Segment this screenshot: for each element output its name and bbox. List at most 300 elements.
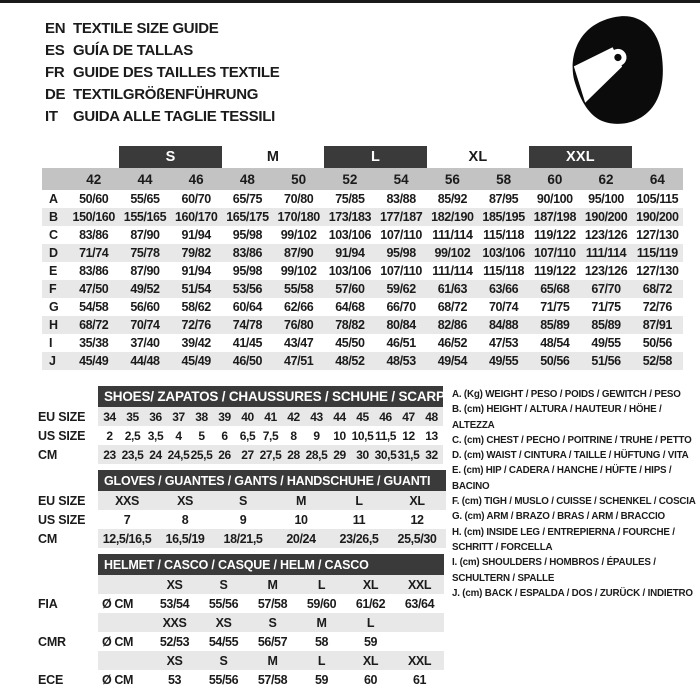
size-value-cell: 119/122 <box>533 264 576 278</box>
size-value-cell: 63/66 <box>488 282 519 296</box>
size-value-cell: 83/86 <box>79 264 109 278</box>
size-value-cell: 49/55 <box>591 336 621 350</box>
language-title: GUÍA DE TALLAS <box>73 42 193 59</box>
helmet-value-cell: 57/58 <box>257 596 288 611</box>
measure-row-i <box>42 334 683 352</box>
diameter-label: Ø CM <box>102 596 134 611</box>
helmet-size-label: L <box>297 575 346 594</box>
size-column-62: 62 <box>598 171 614 187</box>
gloves-value-cell: M <box>272 491 330 510</box>
shoes-value-cell: 10 <box>333 428 346 443</box>
size-value-cell: 87/90 <box>284 246 314 260</box>
size-value-cell: 85/92 <box>437 192 467 206</box>
shoes-value-cell: 24,5 <box>167 445 190 464</box>
gloves-row-us-size <box>30 510 446 529</box>
gloves-value-cell: 18/21,5 <box>214 529 272 548</box>
legend-item-a: A. (Kg) WEIGHT / PESO / POIDS / GEWITCH / PESO <box>452 389 681 400</box>
measure-row-g <box>42 298 683 316</box>
language-code: EN <box>45 20 66 37</box>
shoes-value-cell: 28,5 <box>305 445 328 464</box>
band-spacer <box>42 146 119 168</box>
size-value-cell: 127/130 <box>636 264 679 278</box>
helmet-value-cell: 58 <box>314 634 329 649</box>
gloves-value-cell: 12,5/16,5 <box>98 529 156 548</box>
helmet-section-header: HELMET / CASCO / CASQUE / HELM / CASCO <box>98 554 444 575</box>
helmet-icon <box>568 14 664 126</box>
band-spacer <box>632 146 683 168</box>
size-value-cell: 107/110 <box>380 264 422 278</box>
helmet-values-row-ece <box>30 670 444 689</box>
size-value-cell: 50/60 <box>79 192 109 206</box>
helmet-value-cell: 54/55 <box>208 634 239 649</box>
shoes-row-us-size <box>30 426 443 445</box>
size-value-cell: 107/110 <box>380 228 422 242</box>
size-column-42: 42 <box>86 171 102 187</box>
legend-item-h: H. (cm) INSIDE LEG / ENTREPIERNA / FOURCHE / SCHRITT / FORCELLA <box>452 526 675 553</box>
row-label: EU SIZE <box>38 493 86 508</box>
size-column-54: 54 <box>393 171 409 187</box>
size-value-cell: 170/180 <box>277 210 320 224</box>
helmet-value-cell <box>395 632 444 651</box>
shoes-value-cell: 10,5 <box>351 428 374 443</box>
helmet-size-label: XXL <box>395 575 444 594</box>
gloves-value-cell: 8 <box>181 512 189 527</box>
standard-label-ece: ECE <box>38 672 64 687</box>
helmet-value-cell: 59 <box>314 672 329 687</box>
measure-row-e <box>42 262 683 280</box>
helmet-value-cell: 55/56 <box>208 672 239 687</box>
helmet-value-cell: 56/57 <box>257 634 288 649</box>
shoes-value-cell: 9 <box>313 428 320 443</box>
size-value-cell: 78/82 <box>335 318 365 332</box>
language-row-it <box>45 106 279 128</box>
measure-row-a <box>42 190 683 208</box>
shoes-value-cell: 28 <box>282 445 305 464</box>
gloves-value-cell: 20/24 <box>272 529 330 548</box>
size-value-cell: 111/114 <box>432 228 473 242</box>
helmet-values-row-fia <box>30 594 444 613</box>
size-value-cell: 90/100 <box>536 192 573 206</box>
size-value-cell: 67/70 <box>591 282 621 296</box>
helmet-size-label: L <box>346 613 395 632</box>
helmet-value-cell: 63/64 <box>404 596 435 611</box>
shoes-value-cell: 7,5 <box>262 428 279 443</box>
row-label: EU SIZE <box>38 409 86 424</box>
spacer-cell <box>30 613 98 632</box>
shoes-value-cell: 32 <box>420 445 443 464</box>
shoes-value-cell: 36 <box>144 407 167 426</box>
helmet-size-label: L <box>297 651 346 670</box>
legend-item-d: D. (cm) WAIST / CINTURA / TAILLE / HÜFTUNG / VITA <box>452 450 689 462</box>
language-code: DE <box>45 86 66 103</box>
size-value-cell: 48/54 <box>540 336 570 350</box>
shoes-value-cell: 6,5 <box>239 428 256 443</box>
size-value-cell: 39/42 <box>181 336 211 350</box>
size-value-cell: 115/119 <box>636 246 678 260</box>
row-label: D <box>49 246 58 260</box>
size-value-cell: 75/85 <box>335 192 365 206</box>
shoes-header-row <box>30 386 443 407</box>
shoes-value-cell: 3,5 <box>147 428 164 443</box>
spacer-cell <box>30 470 98 491</box>
size-value-cell: 47/51 <box>284 354 314 368</box>
size-value-cell: 99/102 <box>280 228 317 242</box>
size-value-cell: 76/80 <box>284 318 314 332</box>
row-label: US SIZE <box>38 512 86 527</box>
gloves-value-cell: XL <box>388 491 446 510</box>
gloves-header-row <box>30 470 446 491</box>
helmet-value-cell: 59 <box>363 634 378 649</box>
size-column-58: 58 <box>496 171 512 187</box>
shoes-value-cell: 43 <box>305 407 328 426</box>
row-label: C <box>49 228 58 242</box>
size-value-cell: 70/80 <box>284 192 314 206</box>
size-value-cell: 57/60 <box>335 282 365 296</box>
helmet-size-label: M <box>248 575 297 594</box>
size-value-cell: 103/106 <box>482 246 525 260</box>
shoes-value-cell: 27,5 <box>259 445 282 464</box>
shoes-value-cell: 12 <box>402 428 415 443</box>
size-value-cell: 70/74 <box>130 318 160 332</box>
measure-row-f <box>42 280 683 298</box>
size-value-cell: 123/126 <box>584 228 628 242</box>
size-value-cell: 115/118 <box>483 264 525 278</box>
shoes-value-cell: 26 <box>213 445 236 464</box>
size-value-cell: 49/52 <box>130 282 160 296</box>
shoes-value-cell: 2,5 <box>124 428 141 443</box>
size-value-cell: 65/68 <box>540 282 570 296</box>
shoes-value-cell: 46 <box>374 407 397 426</box>
size-value-cell: 91/94 <box>181 228 211 242</box>
spacer-cell <box>98 651 150 670</box>
size-value-cell: 119/122 <box>533 228 576 242</box>
size-band-m: M <box>266 149 280 165</box>
size-value-cell: 61/63 <box>437 282 467 296</box>
size-value-cell: 47/53 <box>488 336 519 350</box>
size-band-xl: XL <box>468 149 488 165</box>
shoes-value-cell: 13 <box>425 428 438 443</box>
shoes-row-eu-size <box>30 407 443 426</box>
size-value-cell: 83/86 <box>232 246 263 260</box>
shoes-value-cell: 40 <box>236 407 259 426</box>
size-value-cell: 45/49 <box>79 354 109 368</box>
gloves-value-cell: 7 <box>123 512 131 527</box>
size-value-cell: 50/56 <box>642 336 672 350</box>
shoes-value-cell: 42 <box>282 407 305 426</box>
helmet-size-label: M <box>297 613 346 632</box>
size-value-cell: 68/72 <box>437 300 467 314</box>
size-value-cell: 99/102 <box>280 264 317 278</box>
gloves-value-cell: 9 <box>239 512 247 527</box>
size-value-cell: 173/183 <box>328 210 372 224</box>
size-value-cell: 190/200 <box>636 210 679 224</box>
gloves-value-cell: 11 <box>352 512 366 527</box>
helmet-size-table <box>30 554 444 689</box>
helmet-value-cell: 60 <box>363 672 378 687</box>
size-value-cell: 45/49 <box>181 354 211 368</box>
helmet-size-label <box>395 613 444 632</box>
shoes-row-cm <box>30 445 443 464</box>
size-value-cell: 54/58 <box>79 300 109 314</box>
measure-row-d <box>42 244 683 262</box>
size-value-cell: 87/95 <box>488 192 519 206</box>
legend-item-g: G. (cm) ARM / BRAZO / BRAS / ARM / BRACCIO <box>452 511 665 523</box>
size-value-cell: 51/56 <box>591 354 621 368</box>
helmet-values-row-cmr <box>30 632 444 651</box>
size-column-52: 52 <box>342 171 358 187</box>
size-column-50: 50 <box>291 171 307 187</box>
spacer-cell <box>30 386 98 407</box>
size-value-cell: 71/74 <box>79 246 109 260</box>
legend-item-i: I. (cm) SHOULDERS / HOMBROS / ÉPAULES / SCHULTERN / SPALLE <box>452 557 656 584</box>
size-value-cell: 123/126 <box>584 264 628 278</box>
size-value-cell: 111/114 <box>585 246 627 260</box>
size-value-cell: 91/94 <box>335 246 365 260</box>
size-value-cell: 103/106 <box>328 228 372 242</box>
size-value-cell: 85/89 <box>591 318 621 332</box>
gloves-section-header: GLOVES / GUANTES / GANTS / HANDSCHUHE / GUANTI <box>98 470 446 491</box>
gloves-value-cell: L <box>330 491 388 510</box>
size-value-cell: 95/98 <box>232 228 263 242</box>
size-value-cell: 99/102 <box>434 246 471 260</box>
diameter-label: Ø CM <box>102 672 134 687</box>
size-value-cell: 82/86 <box>437 318 467 332</box>
row-label: A <box>49 192 58 206</box>
size-value-cell: 85/89 <box>540 318 570 332</box>
measure-row-j <box>42 352 683 370</box>
size-value-cell: 105/115 <box>636 192 679 206</box>
legend-item-f: F. (cm) TIGH / MUSLO / CUISSE / SCHENKEL / COSCIA <box>452 496 696 508</box>
shoes-value-cell: 39 <box>213 407 236 426</box>
size-value-cell: 44/48 <box>130 354 160 368</box>
shoes-table <box>30 386 454 464</box>
helmet-size-label: XL <box>346 575 395 594</box>
shoes-value-cell: 30 <box>351 445 374 464</box>
size-band-xxl: XXL <box>529 146 631 168</box>
size-value-cell: 111/114 <box>432 264 473 278</box>
helmet-sizes-row-cmr <box>30 613 444 632</box>
language-title: GUIDE DES TAILLES TEXTILE <box>73 64 280 81</box>
size-value-cell: 47/50 <box>79 282 109 296</box>
helmet-size-label: S <box>199 651 248 670</box>
row-label: B <box>49 210 58 224</box>
size-value-cell: 65/75 <box>232 192 263 206</box>
legend-item-j: J. (cm) BACK / ESPALDA / DOS / ZURÜCK / INDIETRO <box>452 587 693 599</box>
size-value-cell: 68/72 <box>79 318 109 332</box>
helmet-value-cell: 57/58 <box>257 672 288 687</box>
size-value-cell: 60/64 <box>232 300 263 314</box>
shoes-value-cell: 31,5 <box>397 445 420 464</box>
helmet-size-label: XS <box>150 651 199 670</box>
gloves-value-cell: 25,5/30 <box>388 529 446 548</box>
size-value-cell: 95/100 <box>588 192 624 206</box>
spacer-cell <box>30 554 98 575</box>
size-value-cell: 46/51 <box>386 336 416 350</box>
helmet-size-label: XS <box>199 613 248 632</box>
row-label: G <box>49 300 59 314</box>
measure-row-h <box>42 316 683 334</box>
shoes-value-cell: 24 <box>144 445 167 464</box>
size-column-64: 64 <box>649 171 665 187</box>
gloves-row-eu-size <box>30 491 446 510</box>
size-value-cell: 43/47 <box>284 336 314 350</box>
shoes-value-cell: 48 <box>420 407 443 426</box>
size-value-cell: 165/175 <box>226 210 269 224</box>
helmet-header-row <box>30 554 444 575</box>
legend-item-b: B. (cm) HEIGHT / ALTURA / HAUTEUR / HÖHE / ALTEZZA <box>452 404 662 431</box>
size-value-cell: 52/58 <box>642 354 672 368</box>
gloves-value-cell: 23/26,5 <box>330 529 388 548</box>
shoes-value-cell: 44 <box>328 407 351 426</box>
size-value-cell: 68/72 <box>642 282 672 296</box>
size-column-48: 48 <box>239 171 255 187</box>
helmet-sizes-row-ece <box>30 651 444 670</box>
shoes-value-cell: 35 <box>121 407 144 426</box>
shoes-value-cell: 45 <box>351 407 374 426</box>
helmet-value-cell: 61 <box>412 672 427 687</box>
size-value-cell: 150/160 <box>72 210 115 224</box>
size-value-cell: 46/50 <box>232 354 263 368</box>
size-value-cell: 72/76 <box>181 318 211 332</box>
size-value-cell: 56/60 <box>130 300 160 314</box>
size-value-cell: 182/190 <box>431 210 474 224</box>
gloves-value-cell: XS <box>156 491 214 510</box>
shoes-section-header: SHOES/ ZAPATOS / CHAUSSURES / SCHUHE / SCARPE <box>98 386 443 407</box>
helmet-size-label: S <box>199 575 248 594</box>
gloves-value-cell: 10 <box>294 512 308 527</box>
helmet-value-cell: 53/54 <box>159 596 190 611</box>
legend-item-e: E. (cm) HIP / CADERA / HANCHE / HÜFTE / HIPS / BACINO <box>452 465 672 492</box>
language-title: TEXTILE SIZE GUIDE <box>73 20 219 37</box>
gloves-table <box>30 470 446 548</box>
size-value-cell: 48/52 <box>335 354 365 368</box>
spacer-cell <box>30 575 98 594</box>
helmet-size-label: M <box>248 651 297 670</box>
helmet-size-label: XXS <box>150 613 199 632</box>
standard-label-fia: FIA <box>38 596 58 611</box>
helmet-sizes-row-fia <box>30 575 444 594</box>
measure-row-b <box>42 208 683 226</box>
helmet-value-cell: 55/56 <box>208 596 239 611</box>
legend-item-c: C. (cm) CHEST / PECHO / POITRINE / TRUHE / PETTO <box>452 434 692 446</box>
spacer-cell <box>30 651 98 670</box>
language-row-es <box>45 40 279 62</box>
helmet-size-label: S <box>248 613 297 632</box>
size-value-cell: 84/88 <box>488 318 519 332</box>
shoes-value-cell: 23 <box>98 445 121 464</box>
size-value-cell: 66/70 <box>386 300 416 314</box>
language-code: FR <box>45 64 65 81</box>
size-value-cell: 59/62 <box>386 282 416 296</box>
size-value-cell: 74/78 <box>232 318 263 332</box>
size-value-cell: 127/130 <box>636 228 679 242</box>
size-value-cell: 95/98 <box>232 264 263 278</box>
size-value-cell: 71/75 <box>540 300 570 314</box>
size-value-cell: 53/56 <box>232 282 263 296</box>
size-value-cell: 55/58 <box>284 282 314 296</box>
helmet-value-cell: 59/60 <box>306 596 337 611</box>
size-value-cell: 72/76 <box>642 300 672 314</box>
shoes-value-cell: 27 <box>236 445 259 464</box>
helmet-value-cell: 61/62 <box>355 596 386 611</box>
shoes-value-cell: 47 <box>397 407 420 426</box>
row-label: F <box>49 282 57 296</box>
helmet-value-cell: 53 <box>167 672 182 687</box>
size-value-cell: 37/40 <box>130 336 160 350</box>
size-column-56: 56 <box>444 171 460 187</box>
size-value-cell: 35/38 <box>79 336 109 350</box>
shoes-value-cell: 29 <box>328 445 351 464</box>
corner-cell <box>42 168 68 190</box>
size-value-cell: 187/198 <box>533 210 577 224</box>
language-code: IT <box>45 108 58 125</box>
size-value-cell: 48/53 <box>386 354 416 368</box>
size-value-cell: 71/75 <box>591 300 621 314</box>
shoes-value-cell: 6 <box>221 428 228 443</box>
row-label: J <box>49 354 56 368</box>
size-value-cell: 107/110 <box>533 246 576 260</box>
row-label: CM <box>38 531 58 546</box>
size-value-cell: 83/86 <box>79 228 109 242</box>
size-value-cell: 115/118 <box>483 228 525 242</box>
standard-label-cmr: CMR <box>38 634 66 649</box>
language-row-de <box>45 84 279 106</box>
shoes-value-cell: 41 <box>259 407 282 426</box>
size-value-cell: 55/65 <box>130 192 160 206</box>
measurement-legend <box>452 387 700 601</box>
spacer-cell <box>98 613 150 632</box>
size-value-cell: 95/98 <box>386 246 416 260</box>
size-column-44: 44 <box>137 171 153 187</box>
size-value-cell: 190/200 <box>584 210 628 224</box>
size-number-row <box>42 168 683 190</box>
size-column-46: 46 <box>188 171 204 187</box>
row-label: US SIZE <box>38 428 86 443</box>
shoes-value-cell: 30,5 <box>374 445 397 464</box>
size-value-cell: 58/62 <box>181 300 211 314</box>
shoes-value-cell: 5 <box>198 428 205 443</box>
size-band-s: S <box>119 146 221 168</box>
size-value-cell: 83/88 <box>386 192 416 206</box>
size-value-cell: 91/94 <box>181 264 211 278</box>
size-value-cell: 185/195 <box>482 210 525 224</box>
language-title: GUIDA ALLE TAGLIE TESSILI <box>73 108 275 125</box>
size-value-cell: 45/50 <box>335 336 365 350</box>
size-value-cell: 75/78 <box>130 246 160 260</box>
size-value-cell: 70/74 <box>488 300 519 314</box>
size-value-cell: 160/170 <box>175 210 218 224</box>
shoes-value-cell: 38 <box>190 407 213 426</box>
diameter-label: Ø CM <box>102 634 134 649</box>
helmet-value-cell: 52/53 <box>159 634 190 649</box>
shoes-value-cell: 37 <box>167 407 190 426</box>
size-column-60: 60 <box>547 171 563 187</box>
shoes-value-cell: 11,5 <box>374 428 397 443</box>
language-row-en <box>45 18 279 40</box>
size-value-cell: 41/45 <box>232 336 263 350</box>
language-title: TEXTILGRÖßENFÜHRUNG <box>73 86 259 103</box>
size-value-cell: 155/165 <box>123 210 167 224</box>
size-band-row <box>42 146 683 168</box>
shoes-value-cell: 23,5 <box>121 445 144 464</box>
gloves-value-cell: XXS <box>98 491 156 510</box>
top-border-line <box>0 0 700 3</box>
size-value-cell: 49/54 <box>437 354 467 368</box>
language-title-list <box>45 18 279 128</box>
size-value-cell: 49/55 <box>488 354 519 368</box>
size-value-cell: 87/90 <box>130 264 160 278</box>
size-value-cell: 64/68 <box>335 300 365 314</box>
